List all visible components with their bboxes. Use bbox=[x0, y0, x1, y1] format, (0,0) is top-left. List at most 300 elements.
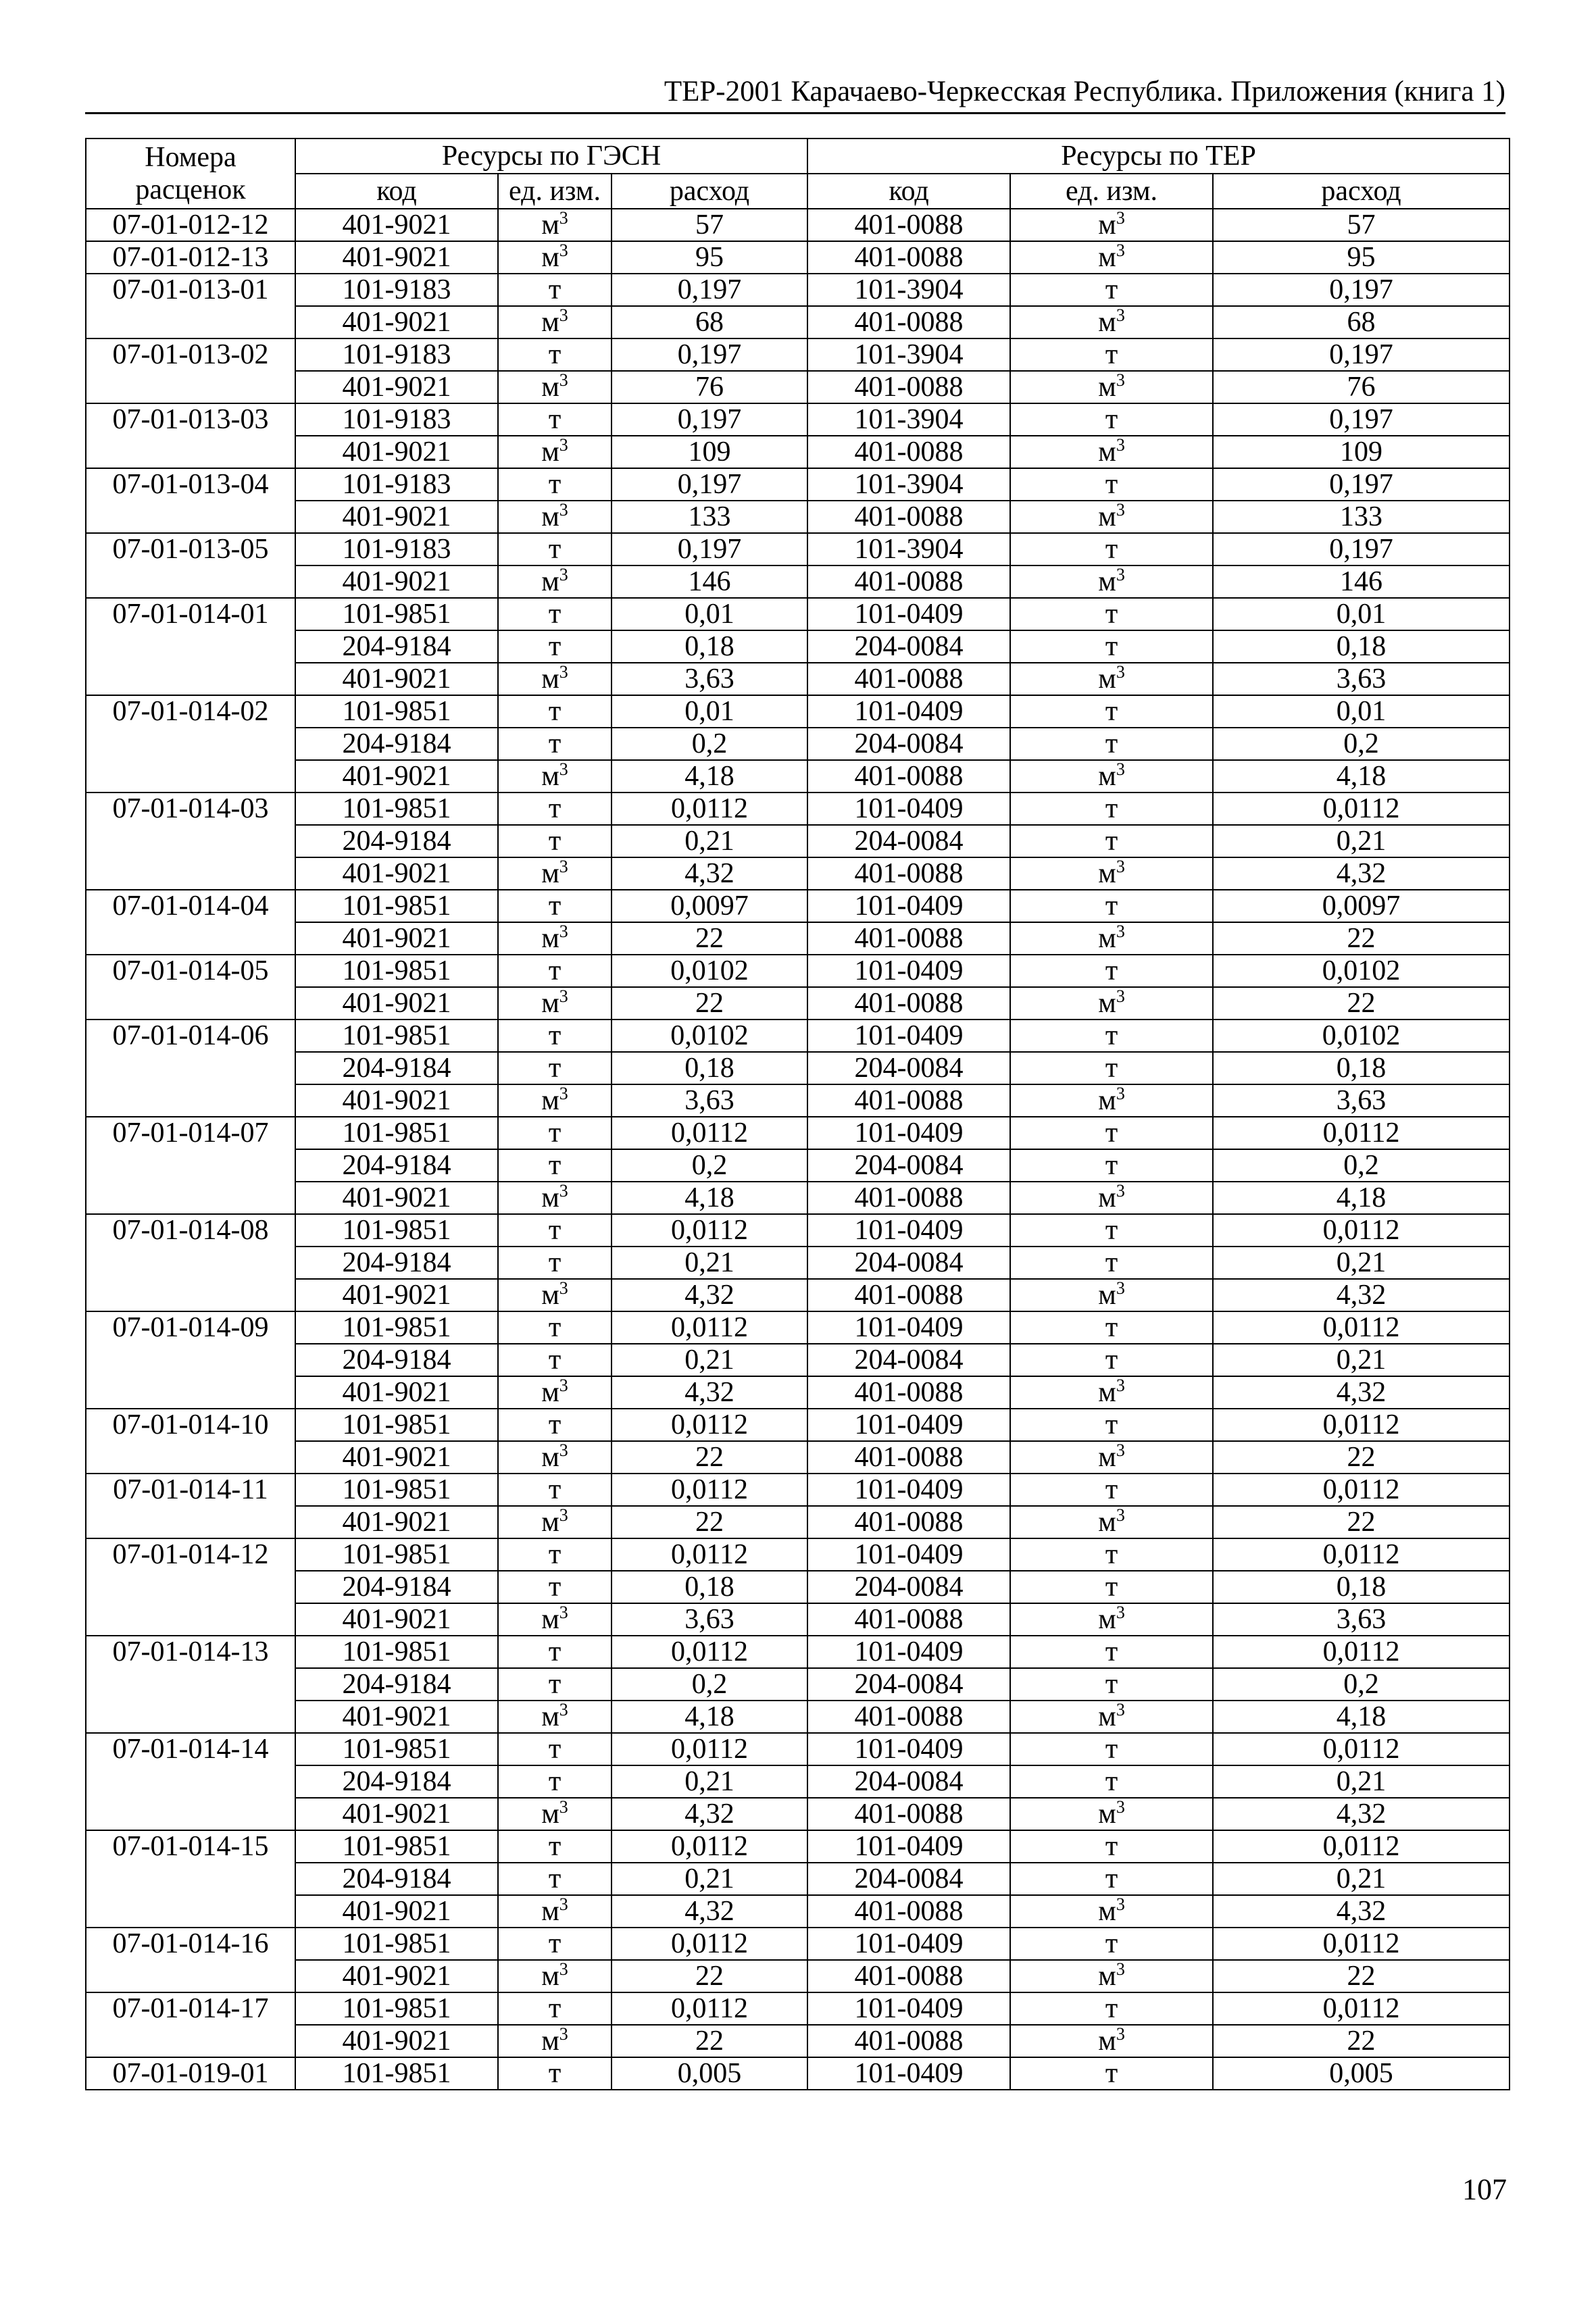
table-row bbox=[86, 1247, 1510, 1279]
ter-consumption-cell: 57 bbox=[1213, 209, 1510, 241]
gesn-consumption-cell: 0,18 bbox=[612, 630, 807, 663]
ter-consumption-cell: 0,18 bbox=[1213, 630, 1510, 663]
gesn-code-cell: 401-9021 bbox=[295, 1182, 498, 1214]
ter-unit-cell: $м^3$ bbox=[1010, 306, 1213, 338]
ter-consumption-cell: 4,32 bbox=[1213, 857, 1510, 890]
gesn-code-cell: 401-9021 bbox=[295, 1376, 498, 1409]
gesn-consumption-cell: 3,63 bbox=[612, 1084, 807, 1117]
ter-consumption-cell: 0,0112 bbox=[1213, 1733, 1510, 1765]
gesn-unit-cell: т bbox=[498, 890, 612, 922]
gesn-code-cell: 101-9851 bbox=[295, 955, 498, 987]
ter-consumption-cell: 4,32 bbox=[1213, 1279, 1510, 1311]
table-row bbox=[86, 728, 1510, 760]
rate-number-cell: 07-01-019-01 bbox=[86, 2057, 295, 2090]
ter-consumption-cell: 0,18 bbox=[1213, 1571, 1510, 1603]
ter-resources-header: Ресурсы по ТЕР bbox=[807, 139, 1510, 174]
ter-unit-cell: т bbox=[1010, 1474, 1213, 1506]
ter-consumption-cell: 0,197 bbox=[1213, 533, 1510, 565]
ter-code-cell: 204-0084 bbox=[807, 1052, 1010, 1084]
ter-unit-cell: т bbox=[1010, 890, 1213, 922]
gesn-consumption-cell: 0,005 bbox=[612, 2057, 807, 2090]
table-row bbox=[86, 436, 1510, 468]
ter-consumption-cell: 0,2 bbox=[1213, 1668, 1510, 1701]
gesn-code-cell: 401-9021 bbox=[295, 1279, 498, 1311]
gesn-unit-cell: $м^3$ bbox=[498, 241, 612, 274]
gesn-unit-cell: т bbox=[498, 1409, 612, 1441]
ter-code-cell: 101-0409 bbox=[807, 955, 1010, 987]
ter-unit-cell: т bbox=[1010, 695, 1213, 728]
gesn-consumption-cell: 4,18 bbox=[612, 1701, 807, 1733]
gesn-unit-cell: т bbox=[498, 955, 612, 987]
table-row bbox=[86, 2057, 1510, 2090]
ter-code-cell: 204-0084 bbox=[807, 1765, 1010, 1798]
gesn-consumption-cell: 0,2 bbox=[612, 1668, 807, 1701]
ter-unit-header: ед. изм. bbox=[1010, 174, 1213, 209]
ter-code-cell: 101-3904 bbox=[807, 403, 1010, 436]
gesn-consumption-cell: 0,0112 bbox=[612, 1733, 807, 1765]
gesn-code-cell: 401-9021 bbox=[295, 241, 498, 274]
gesn-code-header: код bbox=[295, 174, 498, 209]
ter-consumption-cell: 0,2 bbox=[1213, 728, 1510, 760]
ter-code-cell: 101-0409 bbox=[807, 1409, 1010, 1441]
table-row bbox=[86, 663, 1510, 695]
table-body bbox=[86, 209, 1510, 2090]
gesn-unit-cell: $м^3$ bbox=[498, 987, 612, 1020]
ter-consumption-cell: 0,0112 bbox=[1213, 1214, 1510, 1247]
ter-code-cell: 401-0088 bbox=[807, 306, 1010, 338]
gesn-code-cell: 101-9183 bbox=[295, 403, 498, 436]
ter-unit-cell: т bbox=[1010, 403, 1213, 436]
gesn-unit-cell: т bbox=[498, 1928, 612, 1960]
ter-code-cell: 101-0409 bbox=[807, 1992, 1010, 2025]
gesn-unit-cell: т bbox=[498, 1668, 612, 1701]
ter-code-cell: 101-0409 bbox=[807, 890, 1010, 922]
gesn-consumption-cell: 146 bbox=[612, 565, 807, 598]
ter-consumption-cell: 0,0112 bbox=[1213, 1830, 1510, 1863]
ter-consumption-cell: 22 bbox=[1213, 2025, 1510, 2057]
gesn-code-cell: 401-9021 bbox=[295, 306, 498, 338]
gesn-consumption-cell: 0,01 bbox=[612, 695, 807, 728]
header-rule bbox=[85, 112, 1505, 114]
table-row bbox=[86, 1311, 1510, 1344]
ter-consumption-cell: 0,21 bbox=[1213, 1863, 1510, 1895]
gesn-unit-cell: $м^3$ bbox=[498, 2025, 612, 2057]
gesn-consumption-cell: 0,197 bbox=[612, 403, 807, 436]
gesn-consumption-cell: 22 bbox=[612, 922, 807, 955]
ter-unit-cell: $м^3$ bbox=[1010, 1603, 1213, 1636]
ter-consumption-cell: 0,197 bbox=[1213, 468, 1510, 501]
rate-number-cell: 07-01-014-13 bbox=[86, 1636, 295, 1733]
gesn-consumption-cell: 95 bbox=[612, 241, 807, 274]
table-row bbox=[86, 825, 1510, 857]
ter-consumption-cell: 0,005 bbox=[1213, 2057, 1510, 2090]
gesn-unit-cell: $м^3$ bbox=[498, 1182, 612, 1214]
ter-code-cell: 401-0088 bbox=[807, 501, 1010, 533]
gesn-code-cell: 204-9184 bbox=[295, 1344, 498, 1376]
gesn-unit-cell: $м^3$ bbox=[498, 1798, 612, 1830]
ter-unit-cell: т bbox=[1010, 1733, 1213, 1765]
gesn-consumption-cell: 0,0112 bbox=[612, 1538, 807, 1571]
gesn-code-cell: 401-9021 bbox=[295, 987, 498, 1020]
gesn-consumption-cell: 0,0112 bbox=[612, 1636, 807, 1668]
gesn-consumption-cell: 0,0102 bbox=[612, 1020, 807, 1052]
gesn-unit-cell: т bbox=[498, 1052, 612, 1084]
gesn-code-cell: 204-9184 bbox=[295, 728, 498, 760]
table-row bbox=[86, 1733, 1510, 1765]
ter-unit-cell: т bbox=[1010, 533, 1213, 565]
ter-unit-cell: т bbox=[1010, 1311, 1213, 1344]
ter-consumption-cell: 68 bbox=[1213, 306, 1510, 338]
gesn-consumption-cell: 22 bbox=[612, 1441, 807, 1474]
ter-unit-cell: $м^3$ bbox=[1010, 922, 1213, 955]
ter-consumption-cell: 95 bbox=[1213, 241, 1510, 274]
gesn-unit-cell: т bbox=[498, 1149, 612, 1182]
ter-unit-cell: т bbox=[1010, 1052, 1213, 1084]
ter-consumption-cell: 3,63 bbox=[1213, 1603, 1510, 1636]
gesn-code-cell: 101-9851 bbox=[295, 1733, 498, 1765]
gesn-code-cell: 204-9184 bbox=[295, 1571, 498, 1603]
gesn-unit-cell: т bbox=[498, 793, 612, 825]
ter-unit-cell: т bbox=[1010, 338, 1213, 371]
rate-number-cell: 07-01-014-12 bbox=[86, 1538, 295, 1636]
ter-code-cell: 401-0088 bbox=[807, 760, 1010, 793]
gesn-code-cell: 101-9851 bbox=[295, 1117, 498, 1149]
gesn-unit-cell: $м^3$ bbox=[498, 1279, 612, 1311]
ter-consumption-cell: 0,01 bbox=[1213, 695, 1510, 728]
table-row bbox=[86, 1603, 1510, 1636]
ter-unit-cell: $м^3$ bbox=[1010, 2025, 1213, 2057]
gesn-consumption-cell: 0,197 bbox=[612, 338, 807, 371]
ter-unit-cell: т bbox=[1010, 728, 1213, 760]
gesn-consumption-cell: 4,32 bbox=[612, 1895, 807, 1928]
gesn-unit-cell: $м^3$ bbox=[498, 922, 612, 955]
ter-unit-cell: $м^3$ bbox=[1010, 1701, 1213, 1733]
table-row bbox=[86, 793, 1510, 825]
gesn-code-cell: 101-9851 bbox=[295, 2057, 498, 2090]
gesn-unit-cell: $м^3$ bbox=[498, 663, 612, 695]
ter-code-cell: 401-0088 bbox=[807, 1376, 1010, 1409]
rate-number-cell: 07-01-013-02 bbox=[86, 338, 295, 403]
gesn-consumption-cell: 0,0112 bbox=[612, 793, 807, 825]
ter-unit-cell: т bbox=[1010, 793, 1213, 825]
ter-consumption-cell: 0,21 bbox=[1213, 1247, 1510, 1279]
rate-number-cell: 07-01-014-01 bbox=[86, 598, 295, 695]
ter-code-cell: 101-0409 bbox=[807, 1214, 1010, 1247]
gesn-unit-cell: т bbox=[498, 1636, 612, 1668]
ter-unit-cell: т bbox=[1010, 1409, 1213, 1441]
resources-table bbox=[85, 138, 1510, 2090]
table-row bbox=[86, 1992, 1510, 2025]
ter-code-cell: 401-0088 bbox=[807, 1895, 1010, 1928]
ter-code-cell: 204-0084 bbox=[807, 1863, 1010, 1895]
ter-unit-cell: т bbox=[1010, 1571, 1213, 1603]
table-row bbox=[86, 306, 1510, 338]
ter-code-cell: 101-0409 bbox=[807, 1117, 1010, 1149]
gesn-consumption-cell: 0,197 bbox=[612, 533, 807, 565]
gesn-unit-cell: т bbox=[498, 1020, 612, 1052]
gesn-consumption-cell: 0,197 bbox=[612, 468, 807, 501]
gesn-unit-cell: $м^3$ bbox=[498, 857, 612, 890]
gesn-resources-header: Ресурсы по ГЭСН bbox=[295, 139, 807, 174]
ter-code-cell: 101-3904 bbox=[807, 468, 1010, 501]
ter-code-cell: 101-0409 bbox=[807, 1733, 1010, 1765]
table-row bbox=[86, 922, 1510, 955]
gesn-consumption-cell: 133 bbox=[612, 501, 807, 533]
ter-consumption-cell: 4,32 bbox=[1213, 1798, 1510, 1830]
table-row bbox=[86, 857, 1510, 890]
gesn-unit-cell: т bbox=[498, 1571, 612, 1603]
gesn-consumption-cell: 0,0112 bbox=[612, 1311, 807, 1344]
ter-code-cell: 401-0088 bbox=[807, 1798, 1010, 1830]
gesn-consumption-cell: 4,32 bbox=[612, 857, 807, 890]
table-header bbox=[86, 139, 1510, 209]
rate-number-cell: 07-01-014-04 bbox=[86, 890, 295, 955]
ter-code-cell: 101-3904 bbox=[807, 338, 1010, 371]
gesn-code-cell: 101-9183 bbox=[295, 533, 498, 565]
gesn-consumption-cell: 0,21 bbox=[612, 825, 807, 857]
ter-consumption-cell: 0,197 bbox=[1213, 338, 1510, 371]
ter-code-cell: 204-0084 bbox=[807, 1344, 1010, 1376]
ter-unit-cell: $м^3$ bbox=[1010, 241, 1213, 274]
ter-consumption-cell: 22 bbox=[1213, 1441, 1510, 1474]
gesn-code-cell: 204-9184 bbox=[295, 1149, 498, 1182]
gesn-unit-cell: т bbox=[498, 274, 612, 306]
gesn-consumption-header: расход bbox=[612, 174, 807, 209]
ter-unit-cell: т bbox=[1010, 1636, 1213, 1668]
gesn-code-cell: 101-9851 bbox=[295, 1538, 498, 1571]
gesn-consumption-cell: 0,0112 bbox=[612, 1928, 807, 1960]
ter-consumption-cell: 22 bbox=[1213, 1506, 1510, 1538]
gesn-code-cell: 401-9021 bbox=[295, 371, 498, 403]
table-row bbox=[86, 1571, 1510, 1603]
rate-number-cell: 07-01-013-04 bbox=[86, 468, 295, 533]
gesn-code-cell: 204-9184 bbox=[295, 630, 498, 663]
gesn-consumption-cell: 4,32 bbox=[612, 1279, 807, 1311]
table-row bbox=[86, 403, 1510, 436]
rate-number-cell: 07-01-014-11 bbox=[86, 1474, 295, 1538]
ter-unit-cell: т bbox=[1010, 1668, 1213, 1701]
table-row bbox=[86, 1960, 1510, 1992]
gesn-unit-cell: т bbox=[498, 1474, 612, 1506]
ter-unit-cell: $м^3$ bbox=[1010, 371, 1213, 403]
gesn-unit-cell: т bbox=[498, 1863, 612, 1895]
table-row bbox=[86, 1279, 1510, 1311]
gesn-code-cell: 101-9851 bbox=[295, 1020, 498, 1052]
gesn-unit-cell: $м^3$ bbox=[498, 1376, 612, 1409]
ter-unit-cell: т bbox=[1010, 1149, 1213, 1182]
ter-unit-cell: т bbox=[1010, 1538, 1213, 1571]
ter-consumption-cell: 0,0112 bbox=[1213, 1538, 1510, 1571]
ter-code-cell: 204-0084 bbox=[807, 630, 1010, 663]
rate-number-cell: 07-01-014-02 bbox=[86, 695, 295, 793]
gesn-code-cell: 204-9184 bbox=[295, 1863, 498, 1895]
ter-consumption-cell: 0,18 bbox=[1213, 1052, 1510, 1084]
table-row bbox=[86, 695, 1510, 728]
table-row bbox=[86, 1376, 1510, 1409]
gesn-code-cell: 101-9183 bbox=[295, 274, 498, 306]
ter-consumption-cell: 22 bbox=[1213, 987, 1510, 1020]
ter-unit-cell: $м^3$ bbox=[1010, 987, 1213, 1020]
gesn-code-cell: 204-9184 bbox=[295, 1765, 498, 1798]
ter-code-cell: 101-0409 bbox=[807, 598, 1010, 630]
gesn-consumption-cell: 0,0112 bbox=[612, 1830, 807, 1863]
ter-unit-cell: $м^3$ bbox=[1010, 1441, 1213, 1474]
gesn-consumption-cell: 0,197 bbox=[612, 274, 807, 306]
table-row bbox=[86, 1830, 1510, 1863]
ter-unit-cell: т bbox=[1010, 1247, 1213, 1279]
table-row bbox=[86, 1765, 1510, 1798]
gesn-consumption-cell: 22 bbox=[612, 987, 807, 1020]
rate-number-cell: 07-01-014-05 bbox=[86, 955, 295, 1020]
ter-code-cell: 401-0088 bbox=[807, 565, 1010, 598]
rate-number-cell: 07-01-014-14 bbox=[86, 1733, 295, 1830]
table-row bbox=[86, 1701, 1510, 1733]
ter-consumption-cell: 4,18 bbox=[1213, 1182, 1510, 1214]
table-row bbox=[86, 1214, 1510, 1247]
ter-code-header: код bbox=[807, 174, 1010, 209]
ter-code-cell: 204-0084 bbox=[807, 1668, 1010, 1701]
table-row bbox=[86, 987, 1510, 1020]
table-row bbox=[86, 1798, 1510, 1830]
ter-unit-cell: т bbox=[1010, 1344, 1213, 1376]
ter-unit-cell: $м^3$ bbox=[1010, 663, 1213, 695]
ter-consumption-cell: 0,0097 bbox=[1213, 890, 1510, 922]
gesn-code-cell: 401-9021 bbox=[295, 1895, 498, 1928]
gesn-unit-cell: $м^3$ bbox=[498, 1895, 612, 1928]
table-row bbox=[86, 1668, 1510, 1701]
rate-number-cell: 07-01-014-07 bbox=[86, 1117, 295, 1214]
ter-unit-cell: $м^3$ bbox=[1010, 1279, 1213, 1311]
ter-code-cell: 401-0088 bbox=[807, 209, 1010, 241]
ter-consumption-cell: 0,21 bbox=[1213, 1344, 1510, 1376]
page-number: 107 bbox=[1462, 2173, 1507, 2206]
gesn-code-cell: 101-9851 bbox=[295, 1992, 498, 2025]
table-row bbox=[86, 760, 1510, 793]
table-row bbox=[86, 1149, 1510, 1182]
ter-consumption-cell: 0,0112 bbox=[1213, 1311, 1510, 1344]
gesn-unit-cell: т bbox=[498, 1247, 612, 1279]
gesn-unit-cell: $м^3$ bbox=[498, 1960, 612, 1992]
gesn-code-cell: 204-9184 bbox=[295, 1247, 498, 1279]
ter-unit-cell: т bbox=[1010, 468, 1213, 501]
gesn-consumption-cell: 0,18 bbox=[612, 1571, 807, 1603]
table-row bbox=[86, 1474, 1510, 1506]
gesn-code-cell: 101-9183 bbox=[295, 338, 498, 371]
table-row bbox=[86, 1895, 1510, 1928]
gesn-code-cell: 401-9021 bbox=[295, 1506, 498, 1538]
ter-code-cell: 401-0088 bbox=[807, 857, 1010, 890]
gesn-code-cell: 401-9021 bbox=[295, 501, 498, 533]
ter-consumption-cell: 0,2 bbox=[1213, 1149, 1510, 1182]
gesn-code-cell: 401-9021 bbox=[295, 1798, 498, 1830]
rate-number-header-line1: Номера bbox=[145, 142, 236, 173]
ter-consumption-cell: 0,0112 bbox=[1213, 1928, 1510, 1960]
gesn-unit-cell: $м^3$ bbox=[498, 1506, 612, 1538]
ter-unit-cell: $м^3$ bbox=[1010, 501, 1213, 533]
ter-code-cell: 401-0088 bbox=[807, 241, 1010, 274]
ter-code-cell: 401-0088 bbox=[807, 1182, 1010, 1214]
table-row bbox=[86, 1020, 1510, 1052]
table-row bbox=[86, 565, 1510, 598]
gesn-unit-cell: $м^3$ bbox=[498, 371, 612, 403]
table-row bbox=[86, 1084, 1510, 1117]
gesn-code-cell: 401-9021 bbox=[295, 760, 498, 793]
ter-unit-cell: т bbox=[1010, 1020, 1213, 1052]
gesn-consumption-cell: 57 bbox=[612, 209, 807, 241]
gesn-consumption-cell: 0,21 bbox=[612, 1863, 807, 1895]
ter-consumption-cell: 0,0102 bbox=[1213, 955, 1510, 987]
gesn-consumption-cell: 22 bbox=[612, 2025, 807, 2057]
gesn-code-cell: 204-9184 bbox=[295, 1668, 498, 1701]
table-row bbox=[86, 630, 1510, 663]
gesn-unit-cell: т bbox=[498, 728, 612, 760]
gesn-consumption-cell: 0,01 bbox=[612, 598, 807, 630]
ter-code-cell: 204-0084 bbox=[807, 1247, 1010, 1279]
ter-unit-cell: т bbox=[1010, 1117, 1213, 1149]
gesn-code-cell: 401-9021 bbox=[295, 565, 498, 598]
ter-unit-cell: т bbox=[1010, 1765, 1213, 1798]
ter-consumption-cell: 0,21 bbox=[1213, 1765, 1510, 1798]
gesn-unit-cell: т bbox=[498, 1214, 612, 1247]
gesn-unit-cell: $м^3$ bbox=[498, 760, 612, 793]
table-row bbox=[86, 890, 1510, 922]
rate-number-cell: 07-01-014-08 bbox=[86, 1214, 295, 1311]
ter-code-cell: 401-0088 bbox=[807, 1960, 1010, 1992]
gesn-code-cell: 101-9851 bbox=[295, 598, 498, 630]
gesn-consumption-cell: 22 bbox=[612, 1960, 807, 1992]
gesn-consumption-cell: 0,0097 bbox=[612, 890, 807, 922]
ter-consumption-cell: 22 bbox=[1213, 1960, 1510, 1992]
ter-consumption-cell: 0,0112 bbox=[1213, 1117, 1510, 1149]
rate-number-cell: 07-01-014-15 bbox=[86, 1830, 295, 1928]
gesn-consumption-cell: 0,0112 bbox=[612, 1117, 807, 1149]
rate-number-header bbox=[86, 139, 295, 209]
ter-unit-cell: $м^3$ bbox=[1010, 1506, 1213, 1538]
gesn-unit-cell: $м^3$ bbox=[498, 209, 612, 241]
ter-unit-cell: т bbox=[1010, 825, 1213, 857]
gesn-consumption-cell: 0,21 bbox=[612, 1247, 807, 1279]
gesn-unit-cell: т bbox=[498, 1538, 612, 1571]
ter-unit-cell: $м^3$ bbox=[1010, 565, 1213, 598]
table-row bbox=[86, 209, 1510, 241]
table-row bbox=[86, 533, 1510, 565]
gesn-unit-cell: т bbox=[498, 1765, 612, 1798]
gesn-unit-header: ед. изм. bbox=[498, 174, 612, 209]
gesn-unit-cell: т bbox=[498, 1117, 612, 1149]
gesn-unit-cell: т bbox=[498, 695, 612, 728]
gesn-unit-cell: т bbox=[498, 1733, 612, 1765]
gesn-consumption-cell: 0,0112 bbox=[612, 1474, 807, 1506]
gesn-unit-cell: $м^3$ bbox=[498, 565, 612, 598]
ter-code-cell: 401-0088 bbox=[807, 922, 1010, 955]
rate-number-cell: 07-01-013-01 bbox=[86, 274, 295, 338]
gesn-consumption-cell: 3,63 bbox=[612, 1603, 807, 1636]
ter-consumption-cell: 3,63 bbox=[1213, 1084, 1510, 1117]
ter-code-cell: 101-0409 bbox=[807, 1311, 1010, 1344]
gesn-consumption-cell: 4,18 bbox=[612, 1182, 807, 1214]
gesn-consumption-cell: 4,18 bbox=[612, 760, 807, 793]
rate-number-cell: 07-01-014-10 bbox=[86, 1409, 295, 1474]
rate-number-cell: 07-01-014-17 bbox=[86, 1992, 295, 2057]
table-row bbox=[86, 955, 1510, 987]
rate-number-cell: 07-01-014-09 bbox=[86, 1311, 295, 1409]
ter-consumption-cell: 0,01 bbox=[1213, 598, 1510, 630]
table-row bbox=[86, 1863, 1510, 1895]
ter-consumption-cell: 0,0112 bbox=[1213, 1474, 1510, 1506]
rate-number-cell: 07-01-014-16 bbox=[86, 1928, 295, 1992]
gesn-code-cell: 101-9851 bbox=[295, 1830, 498, 1863]
ter-unit-cell: т bbox=[1010, 274, 1213, 306]
